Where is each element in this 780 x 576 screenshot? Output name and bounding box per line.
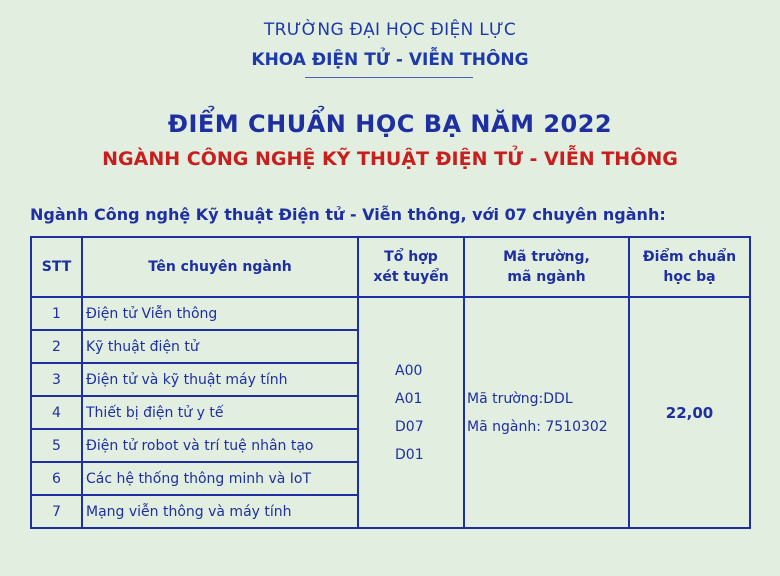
- header-divider: [305, 77, 473, 78]
- header-stt: STT: [31, 237, 82, 297]
- row-major-name: Điện tử robot và trí tuệ nhân tạo: [82, 429, 358, 462]
- row-stt: 6: [31, 462, 82, 495]
- page-subtitle: NGÀNH CÔNG NGHỆ KỸ THUẬT ĐIỆN TỬ - VIỄN THÔNG: [102, 148, 678, 170]
- table-row: [31, 297, 750, 330]
- row-major-name: Điện tử và kỹ thuật máy tính: [82, 363, 358, 396]
- header-score-line2: học bạ: [663, 269, 716, 285]
- score-cell: 22,00: [629, 297, 750, 528]
- header-code: [464, 237, 629, 297]
- combination-item: D01: [395, 446, 424, 463]
- header-major-name: Tên chuyên ngành: [82, 237, 358, 297]
- combination-item: D07: [395, 418, 424, 435]
- row-stt: 3: [31, 363, 82, 396]
- code-cell: [464, 297, 629, 528]
- row-major-name: Các hệ thống thông minh và IoT: [82, 462, 358, 495]
- row-major-name: Thiết bị điện tử y tế: [82, 396, 358, 429]
- row-major-name: Điện tử Viễn thông: [82, 297, 358, 330]
- combination-cell: [358, 297, 464, 528]
- row-stt: 5: [31, 429, 82, 462]
- header-combination-line2: xét tuyển: [373, 269, 449, 285]
- header-combination-line1: Tổ hợp: [384, 249, 438, 265]
- row-stt: 1: [31, 297, 82, 330]
- university-name: TRƯỜNG ĐẠI HỌC ĐIỆN LỰC: [263, 20, 517, 40]
- page-title: ĐIỂM CHUẨN HỌC BẠ NĂM 2022: [167, 110, 613, 138]
- admission-score-table: [30, 236, 751, 529]
- header-score-line1: Điểm chuẩn: [642, 249, 737, 265]
- row-stt: 2: [31, 330, 82, 363]
- header-combination: [358, 237, 464, 297]
- combination-item: A00: [395, 362, 423, 379]
- header-score: [629, 237, 750, 297]
- combination-item: A01: [395, 390, 423, 407]
- row-stt: 4: [31, 396, 82, 429]
- faculty-name: KHOA ĐIỆN TỬ - VIỄN THÔNG: [251, 50, 529, 70]
- intro-text: Ngành Công nghệ Kỹ thuật Điện tử - Viễn thông, với 07 chuyên ngành:: [30, 205, 666, 224]
- major-code: Mã ngành: 7510302: [467, 418, 608, 435]
- school-code: Mã trường:DDL: [467, 390, 573, 407]
- row-major-name: Kỹ thuật điện tử: [82, 330, 358, 363]
- row-major-name: Mạng viễn thông và máy tính: [82, 495, 358, 528]
- header-code-line2: mã ngành: [507, 269, 586, 285]
- table-header-row: [31, 237, 750, 297]
- row-stt: 7: [31, 495, 82, 528]
- header-code-line1: Mã trường,: [503, 249, 590, 265]
